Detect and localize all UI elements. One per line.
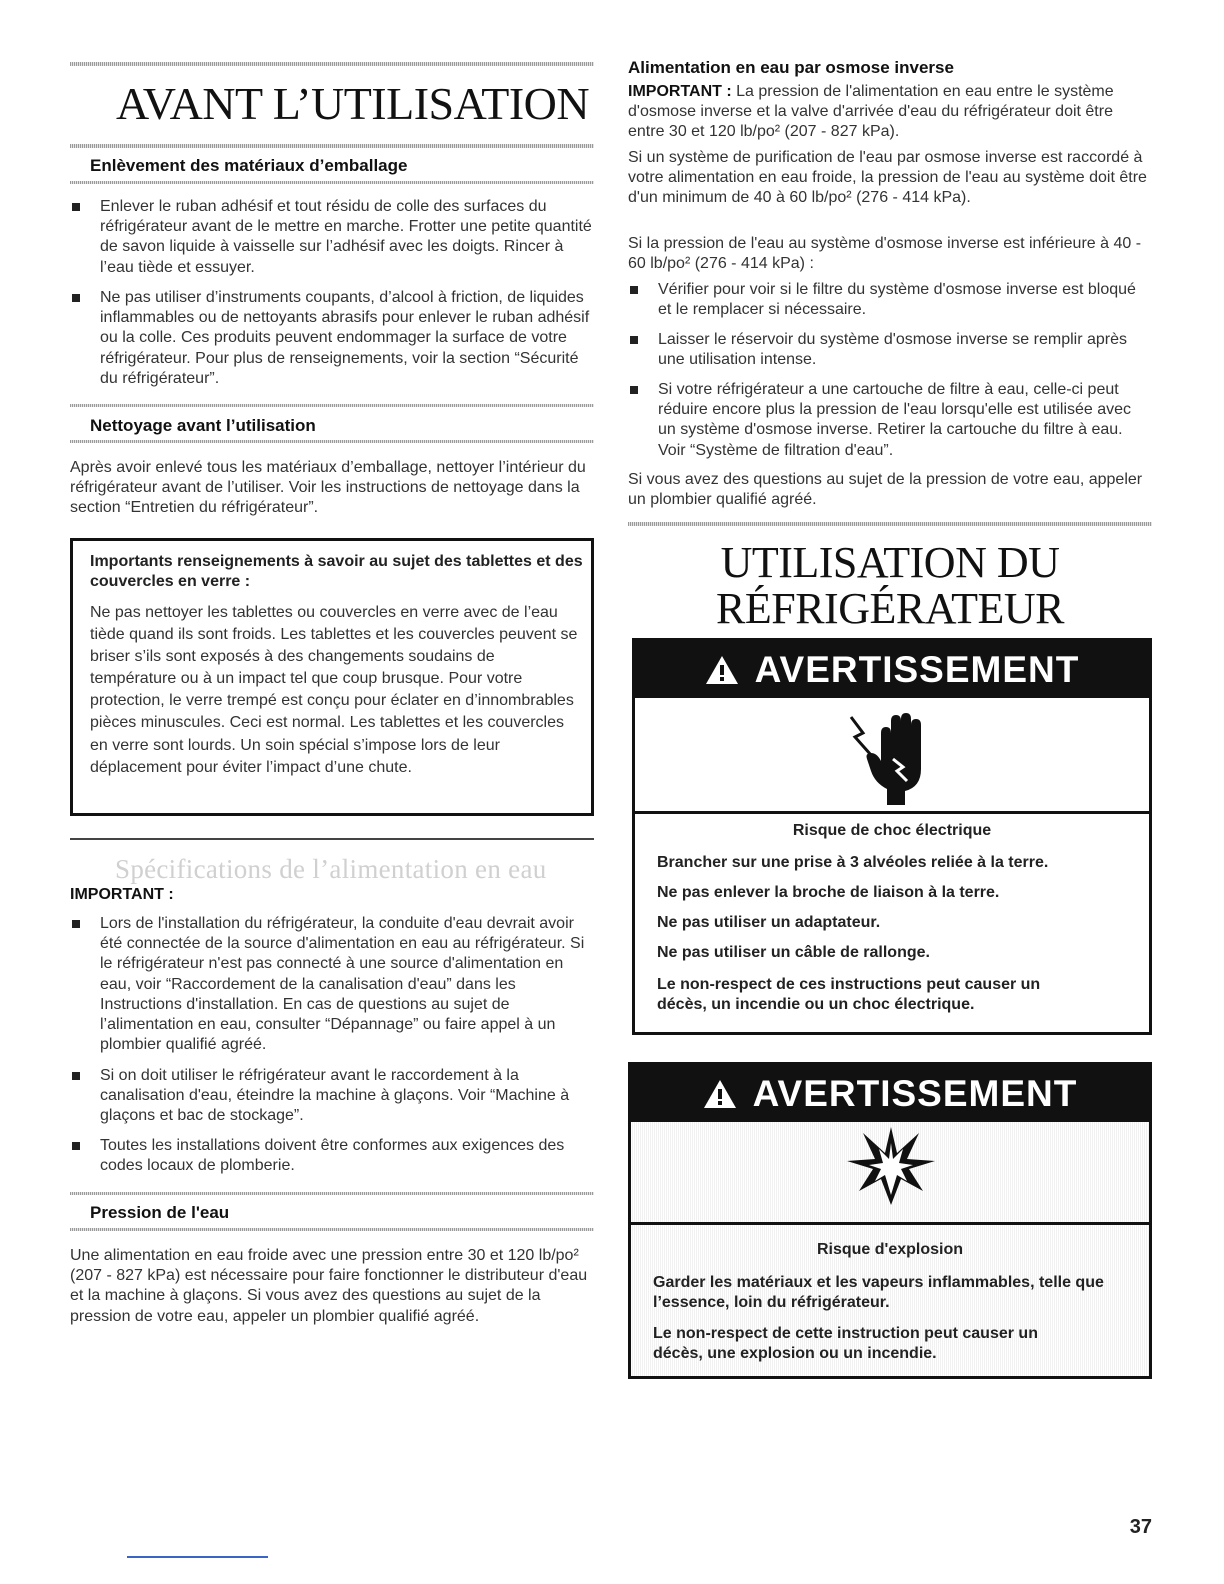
osmosis-paragraph: Si un système de purification de l'eau par osmose inverse est raccordé à votre alimentation en eau froide, la pression de l'eau au système doit être d'un minimum de 40 à 60 lb/po² (276 - 414 kPa). [628, 149, 1147, 207]
list-item: Lors de l'installation du réfrigérateur, la conduite d'eau devrait avoir été connectée de la source d'alimentation en eau au réfrigérateur. Si le réfrigérateur n'est pas connecté à une source d'alimentation en eau, voir “Raccordement de la canalisation d'eau” dans les Instructions d'installation. En cas de questions au sujet de l’alimentation en eau, consulter “Dépannage” ou faire appel à un plombier qualifié agréé. [70, 914, 594, 1055]
divider [70, 144, 594, 148]
divider [70, 1228, 594, 1231]
warning-caption: Risque d'explosion [816, 1241, 964, 1258]
divider [70, 404, 594, 407]
glass-info-box [70, 538, 594, 816]
warning-banner-text: AVERTISSEMENT [752, 1073, 1078, 1114]
warning-triangle-icon [703, 1073, 753, 1114]
page-number: 37 [1129, 1516, 1152, 1538]
list-item: Laisser le réservoir du système d'osmose inverse se remplir après une utilisation intense. [628, 330, 1152, 370]
glass-info-text: Ne pas nettoyer les tablettes ou couvercles en verre avec de l’eau tiède quand ils sont froids. Les tablettes et les couvercles peuvent se briser s’ils sont exposés à des changements soudains de température ou à un impact tel que coup brusque. Pour votre protection, le verre trempé est conçu pour éclater en d’innombrables pièces minuscules. Ceci est normal. Les tablettes et les couvercles en verre sont lourds. Un soin spécial s’impose lors de leur déplacement pour éviter l’impact d’une chute. [90, 604, 578, 776]
warning-line: Garder les matériaux et les vapeurs inflammables, telle que l’essence, loin du réfrigérateur. [653, 1274, 1104, 1311]
warning-line: Ne pas utiliser un adaptateur. [657, 914, 881, 931]
list-item: Si on doit utiliser le réfrigérateur avant le raccordement à la canalisation d'eau, éteindre la machine à glaçons. Voir “Machine à glaçons et bac de stockage”. [70, 1066, 594, 1127]
osmosis-closing: Si vous avez des questions au sujet de la pression de votre eau, appeler un plombier qualifié agréé. [628, 471, 1143, 509]
cleaning-text: Après avoir enlevé tous les matériaux d’emballage, nettoyer l’intérieur du réfrigérateur avant de l’utiliser. Voir les instructions de nettoyage dans la section “Entretien du réfrigérateur”. [70, 459, 586, 517]
footer-line [127, 1556, 268, 1558]
warning-consequence: Le non-respect de cette instruction peut causer un décès, une explosion ou un incendie. [653, 1325, 1038, 1362]
divider [70, 181, 594, 184]
warning-triangle-icon [705, 649, 755, 690]
warning-banner [635, 641, 1149, 698]
warning-box-explosion [628, 1062, 1152, 1379]
warning-banner-text: AVERTISSEMENT [754, 649, 1080, 690]
pressure-text: Une alimentation en eau froide avec une pression entre 30 et 120 lb/po² (207 - 827 kPa) est nécessaire pour faire fonctionner le distributeur d'eau et la machine à glaçons. Si vous avez des questions au sujet de la pression de votre eau, appeler un plombier qualifié agréé. [70, 1247, 588, 1325]
list-item: Toutes les installations doivent être conformes aux exigences des codes locaux de plomberie. [70, 1136, 594, 1176]
warning-caption: Risque de choc électrique [792, 822, 992, 839]
section-heading-cleaning: Nettoyage avant l’utilisation [90, 416, 316, 435]
warning-banner [631, 1065, 1149, 1122]
section-heading-osmosis: Alimentation en eau par osmose inverse [628, 58, 954, 77]
warning-line: Ne pas enlever la broche de liaison à la terre. [657, 884, 1000, 901]
section-heading-packaging: Enlèvement des matériaux d’emballage [90, 156, 408, 175]
warning-box-shock [632, 638, 1152, 1035]
electric-shock-hand-icon [841, 709, 951, 814]
page-title: AVANT L’UTILISATION [116, 78, 590, 129]
water-specs-title: Spécifications de l’alimentation en eau [115, 854, 547, 884]
explosion-icon [841, 1125, 941, 1220]
divider [631, 1222, 1149, 1225]
section-heading-pressure: Pression de l'eau [90, 1203, 230, 1222]
divider [70, 1192, 594, 1195]
divider [628, 522, 1152, 526]
section-title-use [628, 540, 1152, 632]
divider [635, 811, 1149, 814]
important-label: IMPORTANT : [628, 83, 732, 100]
divider [70, 440, 594, 443]
section-title-line: UTILISATION DU [720, 538, 1060, 587]
warning-line: Ne pas utiliser un câble de rallonge. [657, 944, 930, 961]
divider [70, 838, 594, 840]
osmosis-important-text: La pression de l'alimentation en eau entre le système d'osmose inverse et la valve d'arrivée d'eau du réfrigérateur doit être entre 30 et 120 lb/po² (207 - 827 kPa). [628, 83, 1114, 141]
list-item: Vérifier pour voir si le filtre du système d'osmose inverse est bloqué et le remplacer si nécessaire. [628, 280, 1152, 320]
warning-consequence: Le non-respect de ces instructions peut causer un décès, un incendie ou un choc électrique. [657, 976, 1041, 1013]
osmosis-paragraph: Si la pression de l'eau au système d'osmose inverse est inférieure à 40 - 60 lb/po² (276 - 414 kPa) : [628, 235, 1142, 273]
glass-info-heading: Importants renseignements à savoir au sujet des tablettes et des couvercles en verre : [90, 553, 583, 591]
list-item: Ne pas utiliser d’instruments coupants, d’alcool à friction, de liquides inflammables ou de nettoyants abrasifs pour enlever le ruban adhésif ou la colle. Ces produits peuvent endommager la surface de votre réfrigérateur. Pour plus de renseignements, voir la section “Sécurité du réfrigérateur”. [70, 288, 594, 389]
divider [70, 62, 594, 66]
list-item: Enlever le ruban adhésif et tout résidu de colle des surfaces du réfrigérateur avant de le mettre en marche. Frotter une petite quantité de savon liquide à vaisselle sur l’adhésif avec les doigts. Rincer à l’eau tiède et essuyer. [70, 197, 594, 278]
list-item: Si votre réfrigérateur a une cartouche de filtre à eau, celle-ci peut réduire encore plus la pression de l'eau lorsqu'elle est utilisée avec un système d'osmose inverse. Retirer la cartouche du filtre à eau. Voir “Système de filtration d'eau”. [628, 380, 1152, 461]
osmosis-important [628, 82, 1152, 143]
warning-line: Brancher sur une prise à 3 alvéoles reliée à la terre. [657, 854, 1049, 871]
important-label: IMPORTANT : [70, 886, 174, 903]
section-title-line: RÉFRIGÉRATEUR [716, 584, 1064, 633]
